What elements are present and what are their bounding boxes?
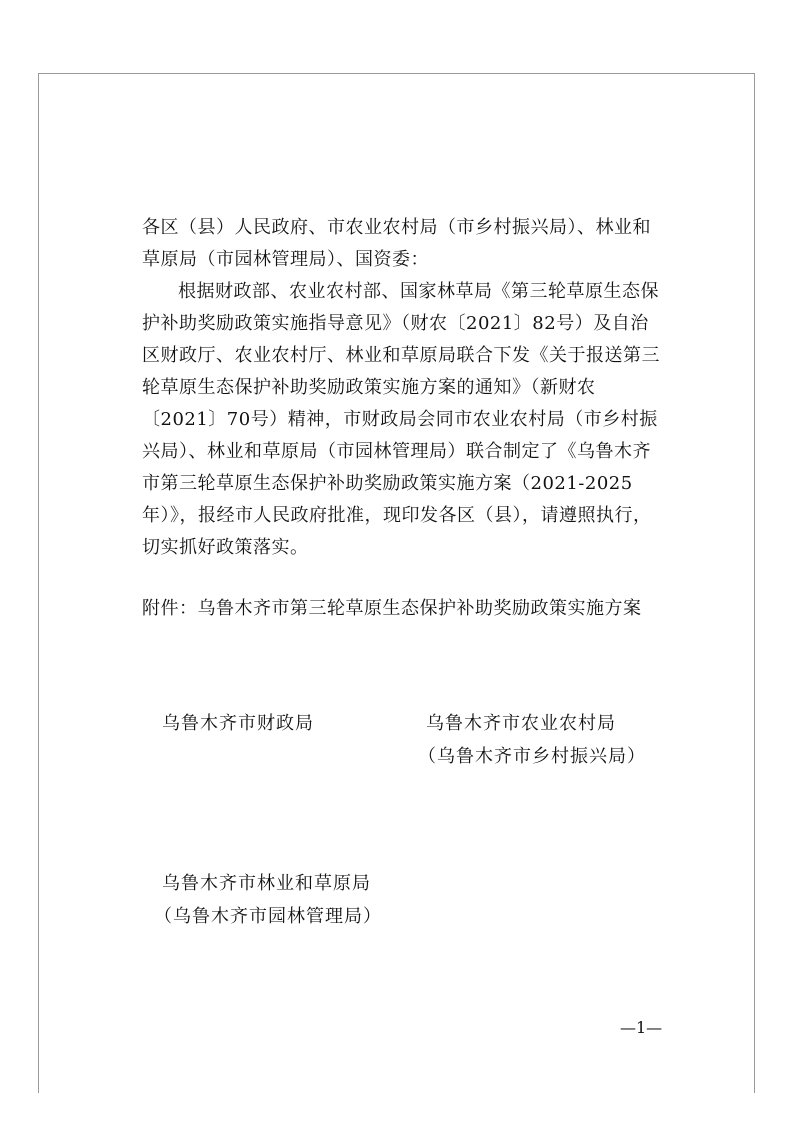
signature-finance-bureau: 乌鲁木齐市财政局 — [162, 713, 314, 734]
signature-agriculture-bureau: 乌鲁木齐市农业农村局 — [426, 713, 616, 734]
attachment-line: 附件：乌鲁木齐市第三轮草原生态保护补助奖励政策实施方案 — [142, 598, 642, 619]
signature-forestry-bureau: 乌鲁木齐市林业和草原局 — [162, 873, 371, 894]
signature-forestry-bureau-alias: （乌鲁木齐市园林管理局） — [154, 906, 382, 927]
page-number: —1— — [620, 1018, 663, 1037]
signature-agriculture-bureau-alias: （乌鲁木齐市乡村振兴局） — [418, 746, 646, 767]
salutation-paragraph: 各区（县）人民政府、市农业农村局（市乡村振兴局）、林业和草原局（市园林管理局）、国资委： — [142, 217, 651, 270]
main-paragraph: 根据财政部、农业农村部、国家林草局《第三轮草原生态保护补助奖励政策实施指导意见》（财农〔2021〕82号）及自治区财政厅、农业农村厅、林业和草原局联合下发《关于报送第三轮草原生态保护补助奖励政策实施方案的通知》（新财农〔2021〕70号）精神，市财政局会同市农业农村局（市乡村振兴局）、林业和草原局（市园林管理局）联合制定了《乌鲁木齐市第三轮草原生态保护补助奖励政策实施方案（2021-2025年）》，报经市人民政府批准，现印发各区（县），请遵照执行，切实抓好政策落实。 — [142, 281, 660, 558]
document-body — [142, 212, 662, 564]
